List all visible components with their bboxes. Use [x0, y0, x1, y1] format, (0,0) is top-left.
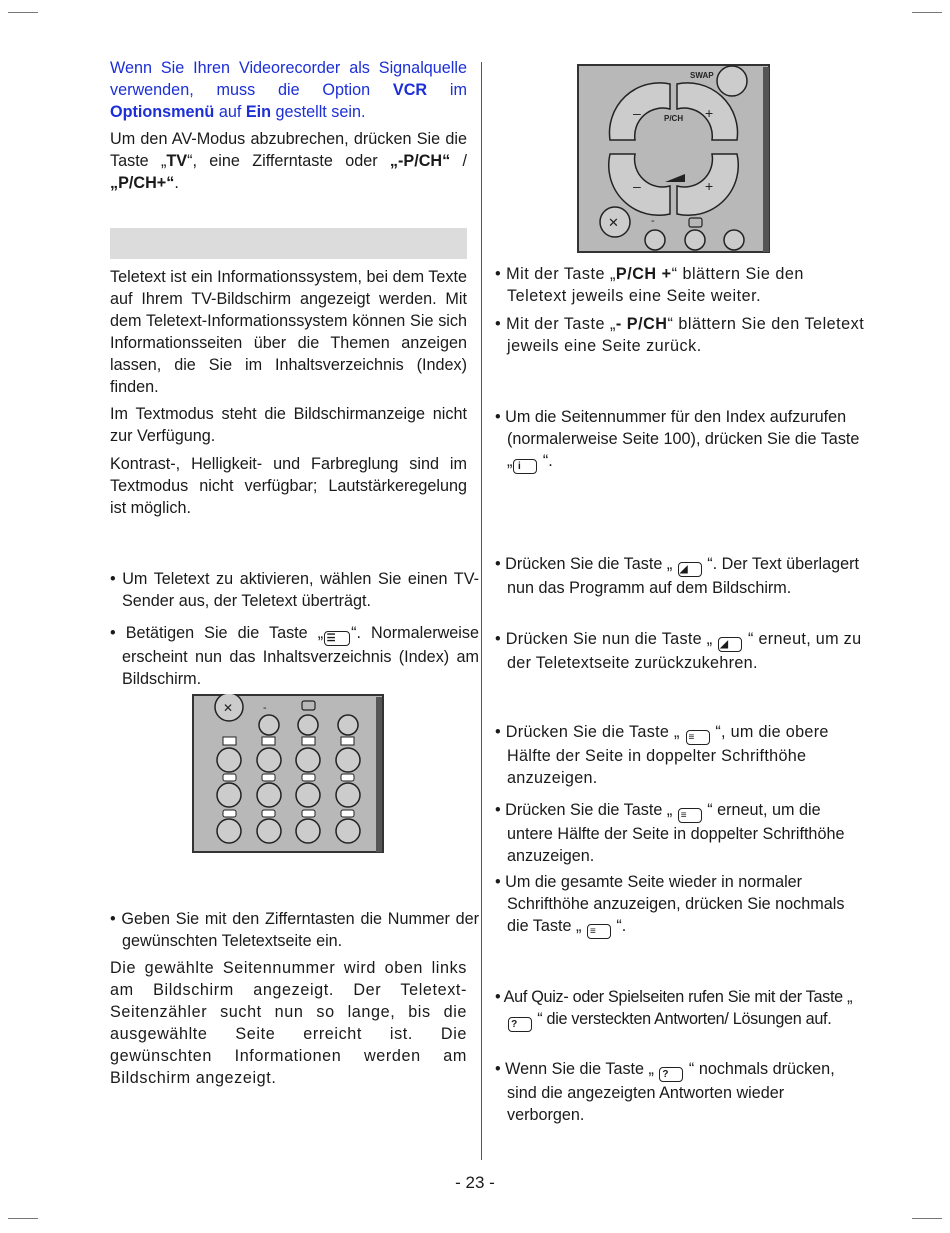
svg-text:✕: ✕ [223, 701, 234, 715]
size-icon: ≡ [678, 808, 702, 823]
remote-keypad-illustration [192, 694, 385, 854]
bullet-page-next: • Mit der Taste „P/CH +“ blättern Sie den Teletext jeweils eine Seite weiter. [495, 265, 804, 305]
crop-mark [912, 1218, 942, 1219]
svg-text:-: - [651, 215, 655, 227]
reveal-icon: ? [508, 1017, 532, 1032]
info-index-icon: i [513, 459, 537, 474]
page-number: - 23 - [455, 1173, 495, 1192]
mix-icon: ◢ [678, 562, 702, 577]
remote-pch-illustration [577, 64, 771, 254]
section-heading-bar [110, 228, 467, 259]
svg-text:SWAP: SWAP [690, 71, 714, 80]
bullet-press-teletext: • Betätigen Sie die Taste „ ☰ “. Normalerweise erscheint nun das Inhaltsverzeichnis (Index) am Bildschirm. [110, 624, 479, 688]
bullet-page-prev: • Mit der Taste „- P/CH“ blättern Sie den Teletext jeweils eine Seite zurück. [495, 315, 865, 355]
bullet-size-normal: • Um die gesamte Seite wieder in normaler Schrifthöhe anzuzeigen, drücken Sie nochmals die Taste „ ≡ “. [495, 873, 845, 937]
bullet-reveal-off: • Wenn Sie die Taste „ ? “ nochmals drücken, sind die angezeigten Antworten wieder verborgen. [495, 1060, 835, 1124]
page-counter-text: Die gewählte Seitennummer wird oben links am Bildschirm angezeigt. Der Teletext-Seitenzähler sucht nun so lange, bis die ausgewählte Seite erreicht ist. Die gewünschten Informationen werden am Bildschirm angezeigt. [110, 959, 467, 1087]
bullet-mix-off: • Drücken Sie nun die Taste „ ◢ “ erneut, um zu der Teletextseite zurückzukehren. [495, 630, 862, 672]
av-cancel-text: Um den AV-Modus abzubrechen, drücken Sie die Taste „TV“, eine Zifferntaste oder „-P/CH“ / „P/CH+“. [110, 130, 468, 192]
bullet-activate-teletext: • Um Teletext zu aktivieren, wählen Sie einen TV-Sender aus, der Teletext überträgt. [110, 570, 479, 610]
svg-text:–: – [633, 105, 641, 121]
svg-text:✕: ✕ [608, 215, 619, 230]
bullet-reveal-on: • Auf Quiz- oder Spielseiten rufen Sie mit der Taste „ ? “ die versteckten Antworten/ Lösungen auf. [495, 988, 853, 1030]
svg-text:+: + [705, 105, 714, 121]
svg-text:-: - [263, 702, 267, 714]
column-divider [481, 62, 482, 1160]
size-icon: ≡ [686, 730, 710, 745]
textmode-osd-note: Im Textmodus steht die Bildschirmanzeige nicht zur Verfügung. [110, 405, 467, 445]
crop-mark [8, 12, 38, 13]
vcr-note: Wenn Sie Ihren Videorecorder als Signalquelle verwenden, muss die Option VCR im Optionsmenü auf Ein gestellt sein. [110, 59, 468, 121]
crop-mark [912, 12, 942, 13]
teletext-key-icon: ☰ [324, 631, 350, 646]
bullet-size-upper: • Drücken Sie die Taste „ ≡ “, um die obere Hälfte der Seite in doppelter Schrifthöhe anzuzeigen. [495, 723, 829, 787]
keypad-button[interactable] [298, 715, 318, 735]
reveal-icon: ? [659, 1067, 683, 1082]
bullet-size-lower: • Drücken Sie die Taste „ ≡ “ erneut, um die untere Hälfte der Seite in doppelter Schrifthöhe anzuzeigen. [495, 801, 845, 865]
crop-mark [8, 1218, 38, 1219]
size-icon: ≡ [587, 924, 611, 939]
bullet-mix-on: • Drücken Sie die Taste „ ◢ “. Der Text überlagert nun das Programm auf dem Bildschirm. [495, 555, 859, 597]
mix-icon: ◢ [718, 637, 742, 652]
svg-text:+: + [705, 178, 714, 194]
bullet-index: • Um die Seitennummer für den Index aufzurufen (normalerweise Seite 100), drücken Sie die Taste „ i “. [495, 408, 860, 472]
teletext-intro: Teletext ist ein Informationssystem, bei dem Texte auf Ihrem TV-Bildschirm angezeigt werden. Mit dem Teletext-Informationssystem können Sie sich Informationsseiten über die Themen anzeigen lassen, die Sie im Inhaltsverzeichnis (Index) finden. [110, 268, 467, 396]
keypad-button[interactable] [724, 230, 744, 250]
keypad-button[interactable] [645, 230, 665, 250]
keypad-button[interactable] [685, 230, 705, 250]
bullet-enter-digits: • Geben Sie mit den Zifferntasten die Nummer der gewünschten Teletextseite ein. [110, 910, 479, 950]
svg-text:–: – [633, 178, 641, 194]
swap-button[interactable] [717, 66, 747, 96]
keypad-button[interactable] [338, 715, 358, 735]
textmode-controls-note: Kontrast-, Helligkeit- und Farbreglung sind im Textmodus nicht verfügbar; Lautstärkeregelung ist möglich. [110, 455, 467, 517]
svg-text:P/CH: P/CH [664, 114, 684, 123]
keypad-button[interactable] [259, 715, 279, 735]
